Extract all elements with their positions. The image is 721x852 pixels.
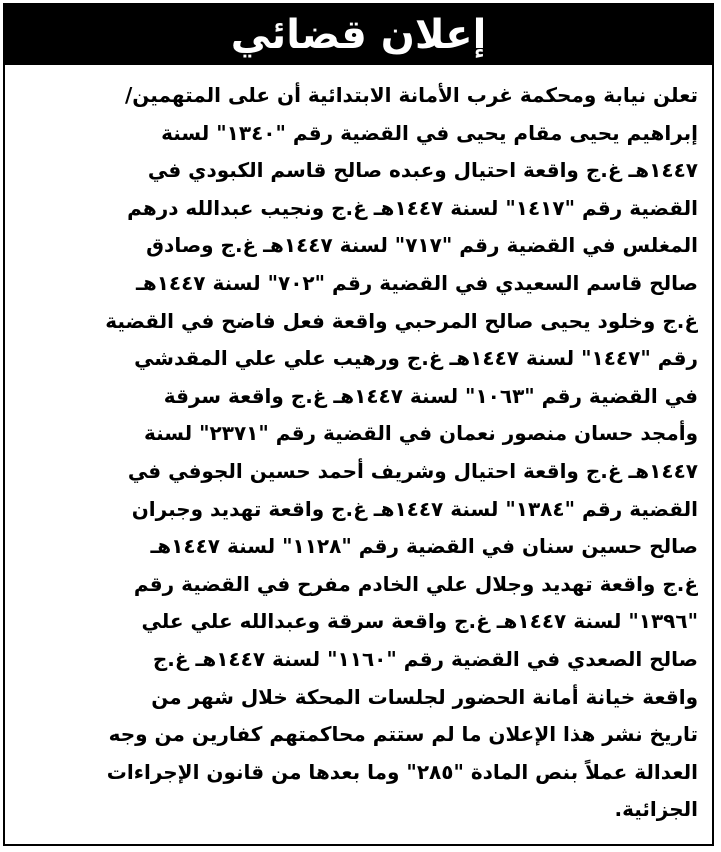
notice-line: القضية رقم "١٤١٧" لسنة ١٤٤٧هـ غ.ج ونجيب عبدالله درهم <box>127 195 698 220</box>
notice-line: واقعة خيانة أمانة الحضور لجلسات المحكة خلال شهر من <box>151 684 698 709</box>
notice-line: تاريخ نشر هذا الإعلان ما لم ستتم محاكمتهم كفارين من وجه <box>108 722 698 747</box>
notice-line: وأمجد حسان منصور نعمان في القضية رقم "٢٣٧١" لسنة <box>144 421 698 446</box>
notice-title: إعلان قضائي <box>230 12 487 58</box>
notice-line: ١٤٤٧هـ غ.ج واقعة احتيال وشريف أحمد حسين الجوفي في <box>127 458 698 483</box>
notice-line: صالح حسين سنان في القضية رقم "١١٢٨" لسنة ١٤٤٧هـ <box>150 534 698 559</box>
notice-line: القضية رقم "١٣٨٤" لسنة ١٤٤٧هـ غ.ج واقعة تهديد وجبران <box>131 496 698 521</box>
notice-line: في القضية رقم "١٠٦٣" لسنة ١٤٤٧هـ غ.ج واقعة سرقة <box>163 383 698 408</box>
notice-line: رقم "١٤٤٧" لسنة ١٤٤٧هـ غ.ج ورهيب علي علي المقدشي <box>134 346 698 371</box>
notice-line: المغلس في القضية رقم "٧١٧" لسنة ١٤٤٧هـ غ.ج وصادق <box>146 233 698 258</box>
notice-line: تعلن نيابة ومحكمة غرب الأمانة الابتدائية أن على المتهمين/ <box>125 83 698 107</box>
notice-line: صالح الصعدي في القضية رقم "١١٦٠" لسنة ١٤٤٧هـ غ.ج <box>152 646 698 671</box>
notice-line: غ.ج واقعة تهديد وجلال علي الخادم مفرح في القضية رقم <box>133 571 698 596</box>
notice-line: ١٤٤٧هـ غ.ج واقعة احتيال وعبده صالح قاسم الكبودي في <box>147 158 698 183</box>
notice-line: العدالة عملاً بنص المادة "٢٨٥" وما بعدها من قانون الإجراءات <box>106 759 698 784</box>
notice-header <box>5 5 712 65</box>
notice-line: إبراهيم يحيى مقام يحيى في القضية رقم "١٣٤٠" لسنة <box>161 120 698 145</box>
notice-frame <box>3 3 714 846</box>
notice-body <box>19 77 698 829</box>
notice-line: "١٣٩٦" لسنة ١٤٤٧هـ غ.ج واقعة سرقة وعبدالله علي علي <box>141 609 698 634</box>
notice-line: صالح قاسم السعيدي في القضية رقم "٧٠٢" لسنة ١٤٤٧هـ <box>135 270 698 295</box>
notice-line: غ.ج وخلود يحيى صالح المرحبي واقعة فعل فاضح في القضية <box>105 308 698 333</box>
notice-line: الجزائية. <box>614 797 698 822</box>
